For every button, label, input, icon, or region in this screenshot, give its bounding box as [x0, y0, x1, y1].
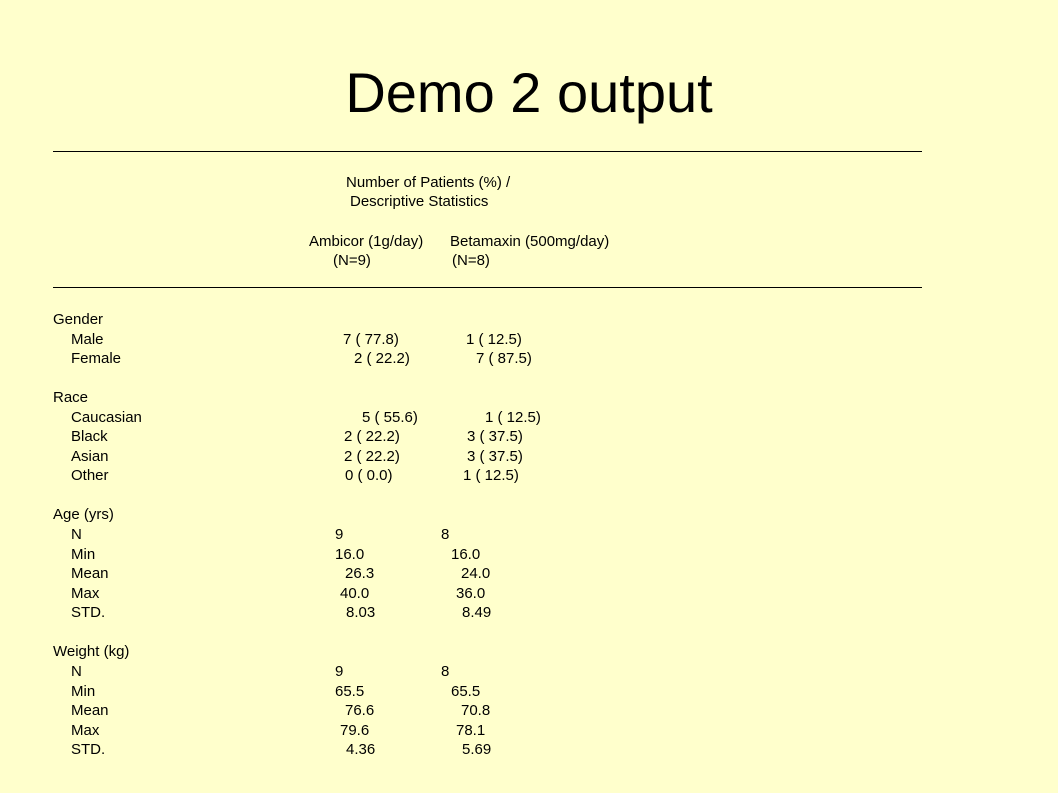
row-value-col1: 7 ( 77.8): [343, 331, 399, 348]
row-value-col1: 5 ( 55.6): [362, 409, 418, 426]
row-label: Min: [71, 546, 96, 563]
section-label-weight: Weight (kg): [53, 643, 130, 660]
row-value-col1: 26.3: [345, 565, 375, 582]
row-label: STD.: [71, 741, 106, 758]
col2-name: Betamaxin (500mg/day): [450, 233, 610, 250]
col1-n: (N=9): [333, 252, 371, 269]
row-value-col1: 2 ( 22.2): [344, 448, 400, 465]
row-value-col1: 9: [335, 663, 344, 680]
row-label: Other: [71, 467, 109, 484]
row-value-col2: 3 ( 37.5): [467, 428, 523, 445]
row-label: N: [71, 526, 82, 543]
row-value-col1: 4.36: [346, 741, 376, 758]
row-value-col2: 36.0: [456, 585, 486, 602]
row-value-col2: 1 ( 12.5): [485, 409, 541, 426]
row-value-col2: 70.8: [461, 702, 491, 719]
row-label: N: [71, 663, 82, 680]
row-value-col1: 65.5: [335, 683, 365, 700]
slide-title: Demo 2 output: [345, 61, 713, 124]
row-value-col2: 7 ( 87.5): [476, 350, 532, 367]
row-label: Mean: [71, 702, 109, 719]
row-label: Caucasian: [71, 409, 142, 426]
row-value-col1: 0 ( 0.0): [345, 467, 393, 484]
row-label: Black: [71, 428, 108, 445]
stat-header-line2: Descriptive Statistics: [350, 193, 489, 210]
section-label-race: Race: [53, 389, 89, 406]
top-rule: [53, 151, 922, 152]
row-label: Female: [71, 350, 122, 367]
row-value-col1: 40.0: [340, 585, 370, 602]
row-value-col2: 24.0: [461, 565, 491, 582]
row-label: STD.: [71, 604, 106, 621]
row-value-col1: 76.6: [345, 702, 375, 719]
row-label: Male: [71, 331, 104, 348]
col1-name: Ambicor (1g/day): [309, 233, 424, 250]
section-label-gender: Gender: [53, 311, 104, 328]
row-value-col1: 8.03: [346, 604, 376, 621]
row-label: Max: [71, 722, 100, 739]
row-value-col1: 16.0: [335, 546, 365, 563]
row-value-col2: 1 ( 12.5): [466, 331, 522, 348]
row-value-col2: 1 ( 12.5): [463, 467, 519, 484]
row-value-col2: 5.69: [462, 741, 492, 758]
row-value-col2: 16.0: [451, 546, 481, 563]
row-value-col2: 8.49: [462, 604, 492, 621]
row-value-col2: 8: [441, 663, 450, 680]
row-value-col2: 8: [441, 526, 450, 543]
row-label: Asian: [71, 448, 109, 465]
header-rule: [53, 287, 922, 288]
row-value-col1: 2 ( 22.2): [354, 350, 410, 367]
row-label: Mean: [71, 565, 109, 582]
section-label-age: Age (yrs): [53, 506, 114, 523]
row-value-col2: 3 ( 37.5): [467, 448, 523, 465]
stat-header-line1: Number of Patients (%) /: [346, 174, 511, 191]
col2-n: (N=8): [452, 252, 490, 269]
row-label: Max: [71, 585, 100, 602]
row-value-col1: 9: [335, 526, 344, 543]
row-value-col1: 79.6: [340, 722, 370, 739]
row-value-col2: 78.1: [456, 722, 486, 739]
row-label: Min: [71, 683, 96, 700]
row-value-col2: 65.5: [451, 683, 481, 700]
row-value-col1: 2 ( 22.2): [344, 428, 400, 445]
